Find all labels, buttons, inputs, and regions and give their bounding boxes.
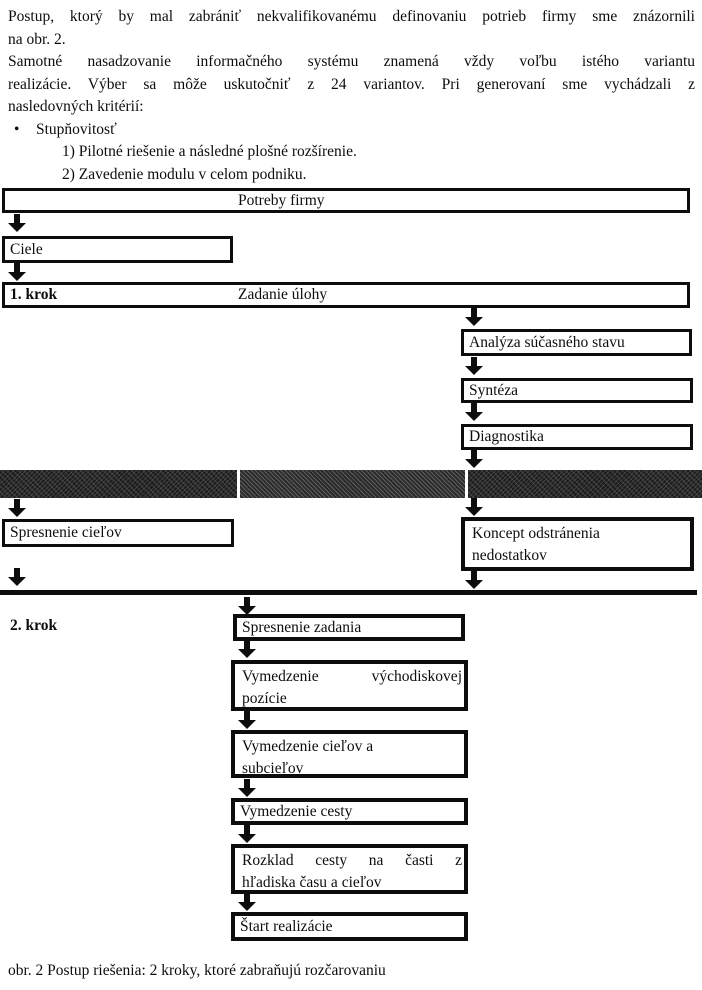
flow-box-label: Koncept odstránenia <box>472 525 600 542</box>
flow-box-koncept-odstranenia <box>461 517 694 571</box>
flow-box-label: nedostatkov <box>472 547 547 564</box>
flow-box-synteza <box>461 378 693 403</box>
intro-line: realizácie. Výber sa môže uskutočniť z 24 variantov. Pri generovaní sme vychádzali z <box>8 75 695 93</box>
down-arrow-icon <box>236 893 258 912</box>
flow-box-label: Vymedzenie východiskovej <box>242 668 462 685</box>
flow-box-label: Syntéza <box>469 381 519 399</box>
flow-box-label: Potreby firmy <box>238 191 325 209</box>
flow-box-ciele <box>2 236 233 263</box>
flow-box-label: subcieľov <box>242 760 304 777</box>
step2-label: 2. krok <box>10 617 58 634</box>
flow-box-vymedzenie-cesty <box>231 798 468 825</box>
down-arrow-icon <box>6 263 28 282</box>
redacted-band-middle <box>240 470 465 498</box>
down-arrow-icon <box>463 498 485 517</box>
flow-box-label: pozície <box>242 690 287 707</box>
flow-box-label: Vymedzenie cieľov a <box>242 738 374 755</box>
flow-box-label: Štart realizácie <box>240 917 333 935</box>
numbered-item-2: 2) Zavedenie modulu v celom podniku. <box>62 165 307 183</box>
down-arrow-icon <box>236 825 258 844</box>
down-arrow-icon <box>236 640 258 659</box>
flow-box-spresnenie-cielov <box>2 519 234 547</box>
down-arrow-icon <box>6 214 28 233</box>
flow-box-krok1-zadanie-ulohy <box>2 282 690 308</box>
intro-paragraph <box>8 6 695 186</box>
flow-box-label: Zadanie úlohy <box>238 286 328 303</box>
bullet-item <box>8 119 695 142</box>
down-arrow-icon <box>463 403 485 422</box>
bullet-label: Stupňovitosť <box>36 120 117 138</box>
flow-box-start-realizacie <box>231 912 468 941</box>
flow-box-rozklad-cesty <box>231 844 468 894</box>
down-arrow-icon <box>6 499 28 518</box>
intro-line: Postup, ktorý by mal zabrániť nekvalifikovanému definovaniu potrieb firmy sme znázornili <box>8 8 695 25</box>
redacted-band-left <box>0 470 237 498</box>
down-arrow-icon <box>463 450 485 469</box>
down-arrow-icon <box>236 779 258 798</box>
flow-box-label: Spresnenie cieľov <box>10 524 122 541</box>
numbered-item-1: 1) Pilotné riešenie a následné plošné rozšírenie. <box>62 143 357 160</box>
intro-line: na obr. 2. <box>8 30 66 48</box>
flow-box-diagnostika <box>461 424 693 450</box>
flow-box-label: Diagnostika <box>469 428 544 445</box>
flow-box-vymedzenie-cielov <box>231 730 468 778</box>
flow-box-label: Ciele <box>10 240 43 258</box>
down-arrow-icon <box>6 568 28 587</box>
redacted-band-right <box>468 470 702 498</box>
intro-line: Samotné nasadzovanie informačného systému znamená vždy voľbu istého variantu <box>8 53 695 70</box>
down-arrow-icon <box>463 571 485 590</box>
step1-label: 1. krok <box>10 286 58 303</box>
intro-line: nasledovných kritérií: <box>8 98 144 115</box>
down-arrow-icon <box>463 357 485 376</box>
step-divider-line <box>0 590 697 595</box>
flow-box-label: Spresnenie zadania <box>242 618 362 636</box>
bullet-icon: • <box>14 120 20 138</box>
flow-box-label: Rozklad cesty na časti z <box>242 852 462 869</box>
flow-box-spresnenie-zadania <box>233 614 465 641</box>
down-arrow-icon <box>236 711 258 730</box>
flow-box-label: hľadiska času a cieľov <box>242 874 382 891</box>
flow-box-potreby-firmy <box>2 188 690 213</box>
flow-box-analyza <box>461 329 692 356</box>
flow-box-label: Analýza súčasného stavu <box>469 333 625 351</box>
figure-caption: obr. 2 Postup riešenia: 2 kroky, ktoré zabraňujú rozčarovaniu <box>8 962 386 979</box>
flow-box-vymedzenie-vychodiskovej <box>231 660 468 711</box>
flow-box-label: Vymedzenie cesty <box>240 802 353 820</box>
down-arrow-icon <box>463 308 485 327</box>
